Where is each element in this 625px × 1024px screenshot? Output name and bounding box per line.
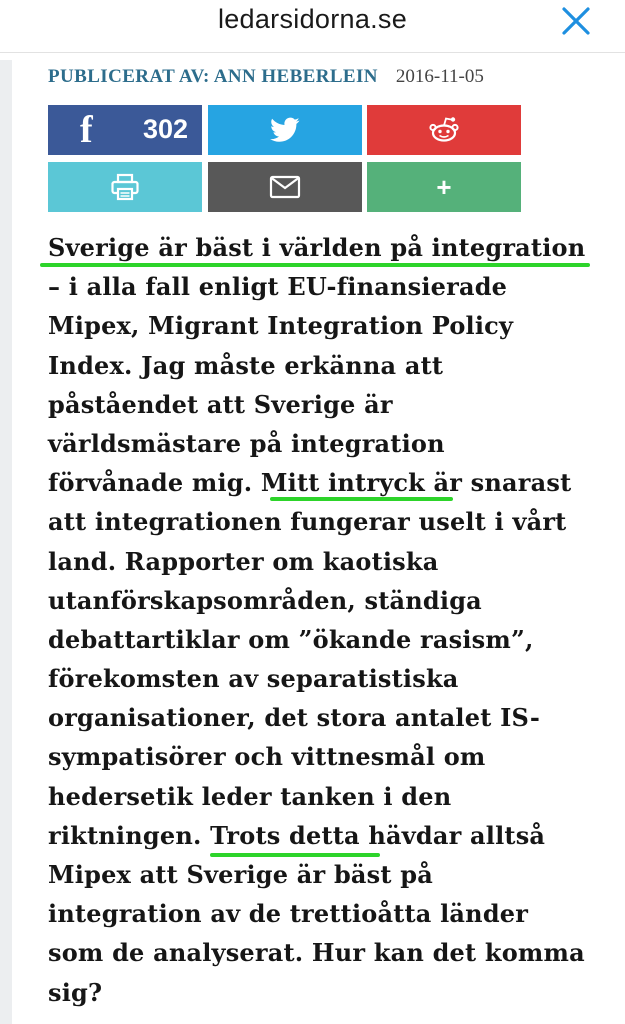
article-line: riktningen. Trots detta hävdar alltså xyxy=(48,820,546,850)
article-line: att integrationen fungerar uselt i vårt xyxy=(48,507,567,537)
article-line: Sverige är bäst i världen på integration xyxy=(48,233,586,262)
reddit-share-button[interactable] xyxy=(367,105,521,155)
facebook-share-button[interactable] xyxy=(48,105,202,155)
article-line: sympatisörer och vittnesmål om xyxy=(48,742,486,772)
article-line: debattartiklar om ”ökande rasism”, xyxy=(48,624,534,654)
article-line: som de analyserat. Hur kan det komma xyxy=(48,938,585,968)
article-line: Mipex, Migrant Integration Policy xyxy=(48,311,514,341)
byline-date: 2016-11-05 xyxy=(395,66,484,87)
article-line: utanförskapsområden, ständiga xyxy=(48,585,482,615)
more-share-button[interactable] xyxy=(367,162,521,212)
site-domain: ledarsidorna.se xyxy=(217,4,408,34)
facebook-share-count: 302 xyxy=(142,114,188,144)
article-line: integration av de trettioåtta länder xyxy=(48,899,529,929)
highlight-underline xyxy=(40,263,590,267)
print-icon xyxy=(110,173,140,201)
twitter-share-button[interactable] xyxy=(208,105,362,155)
byline-author: PUBLICERAT AV: ANN HEBERLEIN xyxy=(48,66,378,87)
highlight-underline xyxy=(210,853,380,857)
browser-top-bar xyxy=(0,0,625,53)
reddit-icon xyxy=(427,116,461,144)
article-line: Mipex att Sverige är bäst på xyxy=(48,860,433,889)
close-icon[interactable] xyxy=(561,6,591,36)
plus-icon: + xyxy=(436,171,452,202)
article-body xyxy=(48,228,618,1012)
article-line: hedersetik leder tanken i den xyxy=(48,781,452,811)
article-line: världsmästare på integration xyxy=(48,428,445,458)
article-line: sig? xyxy=(48,977,103,1007)
facebook-icon: f xyxy=(80,109,93,151)
twitter-icon xyxy=(270,117,300,143)
left-margin-bar xyxy=(0,60,12,1024)
highlight-underline xyxy=(270,497,453,501)
article-line: förekomsten av separatistiska xyxy=(48,664,459,694)
mail-icon xyxy=(269,175,301,199)
article-line: land. Rapporter om kaotiska xyxy=(48,546,439,576)
print-button[interactable] xyxy=(48,162,202,212)
article-line: organisationer, det stora antalet IS- xyxy=(48,703,541,733)
article-line: Index. Jag måste erkänna att xyxy=(48,350,444,380)
email-share-button[interactable] xyxy=(208,162,362,212)
article-line: – i alla fall enligt EU-finansierade xyxy=(48,272,508,302)
article-line: påståendet att Sverige är xyxy=(48,389,393,419)
byline xyxy=(48,66,484,88)
article-line: förvånade mig. Mitt intryck är snarast xyxy=(48,468,572,498)
